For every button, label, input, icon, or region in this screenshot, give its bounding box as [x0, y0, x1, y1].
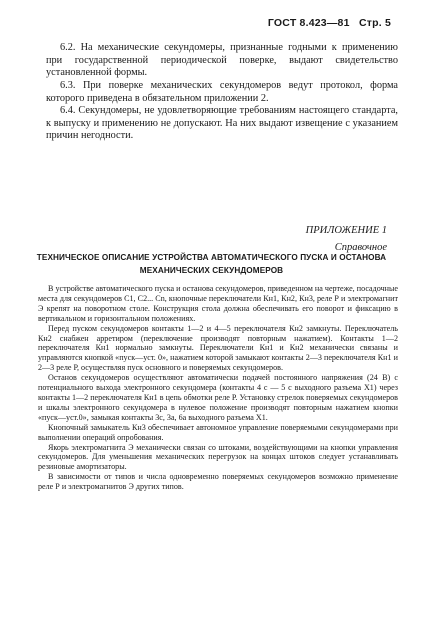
- section-6-3: [46, 80, 398, 105]
- paragraph: 6.3. При поверке механических секундомеров ведут протокол, форма которого приведена в обязательном приложении 2.: [46, 80, 398, 104]
- body-paragraph: Кнопочный замыкатель Кн3 обеспечивает автономное управление поверяемыми секундомерами при выполнении операций опробования.: [38, 422, 398, 442]
- page-number: Стр. 5: [358, 17, 391, 29]
- standard-number: ГОСТ 8.423—81: [267, 17, 350, 29]
- appendix-title: ТЕХНИЧЕСКОЕ ОПИСАНИЕ УСТРОЙСТВА АВТОМАТИЧЕСКОГО ПУСКА И ОСТАНОВА МЕХАНИЧЕСКИХ СЕКУНДОМЕРОВ: [36, 253, 387, 275]
- body-paragraph: Останов секундомеров осуществляют автоматически подачей постоянного напряжения (24 В) с потенциального выхода электронного секундомера (контакты 4 с — 5 с выходного разъема Х1) через контакты 1—2 переключателя Кн1 в цепь обмотки реле Р. Установку стрелок поверяемых секундомеров и шкалы электронного секундомера в нулевое положение производят повторным нажатием кнопки «пуск—уст.0», замыкая контакты 3с, 3а, 6а выходного разъема Х1.: [38, 373, 398, 422]
- body-paragraph: В зависимости от типов и числа одновременно поверяемых секундомеров возможно применение реле Р и электромагнитов Э других типов.: [38, 472, 398, 492]
- paragraph: 6.2. На механические секундомеры, признанные годными к применению при государственной периодической поверке, выдают свидетельство установленной формы.: [46, 42, 398, 78]
- page-header: [32, 17, 391, 33]
- appendix-type: Справочное: [334, 242, 387, 253]
- body-paragraph: В устройстве автоматического пуска и останова секундомеров, приведенном на чертеже, посадочные места для секундомеров С1, С2... Сn, кнопочные переключатели Кн1, Кн2, Кн3, реле Р и электромагнит Э крепят на поворотном столе. Конструкция стола должна обеспечивать его поворот и фиксацию в вертикальном и горизонтальном положениях.: [38, 284, 398, 323]
- section-6-4: [46, 105, 398, 143]
- section-6-2: [46, 42, 398, 80]
- appendix-body: [38, 284, 398, 492]
- body-paragraph: Перед пуском секундомеров контакты 1—2 и 4—5 переключателя Кн2 замкнуты. Переключатель Кн2 снабжен арретиром (переключение производят повторным нажатием). Контакты 1—2 переключателя Кн1 нормально замкнуты. Переключатели Кн1 и Кн2 механически связаны и управляются кнопкой «пуск—уст. 0», нажатием которой замыкают контакты 2—3 переключателя Кн1 и 2—3 реле Р, осуществляя пуск основного и поверяемых секундомеров.: [38, 323, 398, 373]
- paragraph: 6.4. Секундомеры, не удовлетворяющие требованиям настоящего стандарта, к выпуску и применению не допускают. На них выдают извещение с указанием причин негодности.: [46, 105, 398, 141]
- standard-number-and-page: [268, 17, 391, 29]
- body-paragraph: Якорь электромагнита Э механически связан со штоками, воздействующими на кнопки управления секундомеров. Для уменьшения механических перегрузок на концах штоков следует устанавливать резиновые амортизаторы.: [38, 442, 398, 472]
- appendix-label: ПРИЛОЖЕНИЕ 1: [305, 225, 387, 236]
